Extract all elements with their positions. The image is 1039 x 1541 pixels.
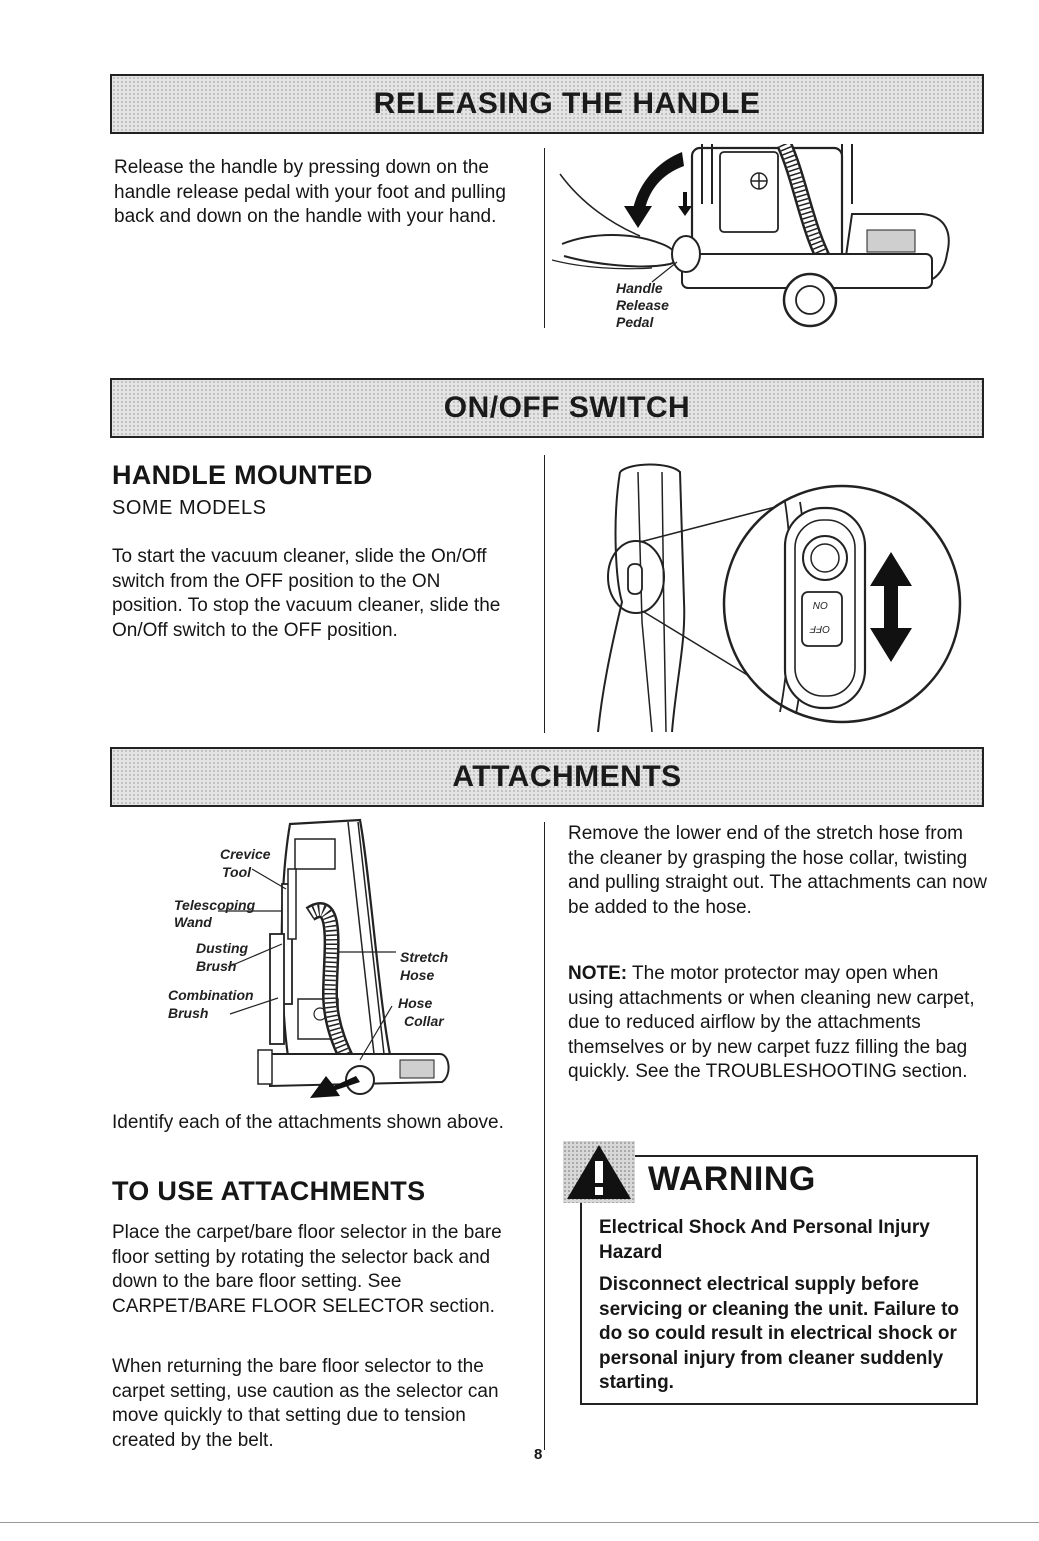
column-divider-3 bbox=[544, 822, 545, 1450]
stretch-hose-caption-2: Hose bbox=[400, 967, 435, 983]
bottom-rule bbox=[0, 1522, 1039, 1523]
combination-brush-caption-1: Combination bbox=[168, 987, 254, 1003]
onoff-switch-illustration bbox=[580, 462, 990, 732]
onoff-switch-title: ON/OFF SWITCH bbox=[443, 391, 691, 424]
handle-release-illustration bbox=[552, 144, 972, 344]
column-divider-2 bbox=[544, 455, 545, 733]
page-number: 8 bbox=[534, 1446, 543, 1463]
hose-collar-caption-2: Collar bbox=[404, 1013, 444, 1029]
switch-on-label: ON bbox=[813, 599, 828, 610]
attachments-title: ATTACHMENTS bbox=[452, 760, 682, 793]
warning-hazard: Electrical Shock And Personal Injury Hazard bbox=[599, 1217, 930, 1263]
identify-attachments-text: Identify each of the attachments shown above. bbox=[112, 1112, 504, 1133]
to-use-attachments-paragraph-1: Place the carpet/bare floor selector in the bare floor setting by rotating the selector back and down to the bare floor setting. See CARPET/BARE FLOOR SELECTOR section. bbox=[112, 1222, 502, 1317]
column-divider-1 bbox=[544, 148, 545, 328]
warning-triangle-icon bbox=[563, 1141, 635, 1203]
switch-off-label: OFF bbox=[810, 623, 830, 634]
crevice-tool-caption-1: Crevice bbox=[220, 846, 271, 862]
onoff-switch-instructions: To start the vacuum cleaner, slide the On/Off switch from the OFF position to the ON position. To stop the vacuum cleaner, slide the On/Off switch to the OFF position. bbox=[112, 546, 501, 641]
stretch-hose-caption-1: Stretch bbox=[400, 949, 449, 965]
remove-hose-instructions: Remove the lower end of the stretch hose from the cleaner by grasping the hose collar, twisting and pulling straight out. The attachments can now be added to the hose. bbox=[568, 823, 987, 918]
to-use-attachments-paragraph-2: When returning the bare floor selector to the carpet setting, use caution as the selector can move quickly to that setting due to tension created by the belt. bbox=[112, 1356, 499, 1451]
some-models-subheading: SOME MODELS bbox=[112, 497, 267, 519]
attachments-banner bbox=[110, 747, 984, 807]
attachments-illustration bbox=[160, 814, 480, 1104]
handle-mounted-heading: HANDLE MOUNTED bbox=[112, 460, 373, 490]
motor-protector-note bbox=[568, 962, 988, 1085]
telescoping-wand-caption-1: Telescoping bbox=[174, 897, 256, 913]
to-use-attachments-heading: TO USE ATTACHMENTS bbox=[112, 1176, 426, 1206]
releasing-handle-banner bbox=[110, 74, 984, 134]
handle-release-pedal-caption-3: Pedal bbox=[616, 314, 654, 330]
warning-symbol-background bbox=[563, 1141, 635, 1203]
releasing-handle-instructions: Release the handle by pressing down on the handle release pedal with your foot and pulling back and down on the handle with your hand. bbox=[114, 157, 506, 227]
dusting-brush-caption-1: Dusting bbox=[196, 940, 249, 956]
note-text: The motor protector may open when using attachments or when cleaning new carpet, due to reduced airflow by the attachments themselves or by new carpet fuzz filling the bag quickly. See the TROUBLESHOOTING section. bbox=[568, 963, 975, 1082]
telescoping-wand-caption-2: Wand bbox=[174, 914, 212, 930]
warning-title: WARNING bbox=[648, 1160, 816, 1198]
onoff-switch-banner bbox=[110, 378, 984, 438]
hose-collar-caption-1: Hose bbox=[398, 995, 433, 1011]
warning-instruction: Disconnect electrical supply before servicing or cleaning the unit. Failure to do so could result in electrical shock or personal injury from cleaner suddenly starting. bbox=[599, 1274, 960, 1393]
dusting-brush-caption-2: Brush bbox=[196, 958, 237, 974]
combination-brush-caption-2: Brush bbox=[168, 1005, 209, 1021]
crevice-tool-caption-2: Tool bbox=[222, 864, 252, 880]
handle-release-pedal-caption-1: Handle bbox=[616, 280, 663, 296]
note-label: NOTE: bbox=[568, 963, 628, 984]
releasing-handle-title: RELEASING THE HANDLE bbox=[373, 87, 761, 120]
handle-release-pedal-caption-2: Release bbox=[616, 297, 669, 313]
